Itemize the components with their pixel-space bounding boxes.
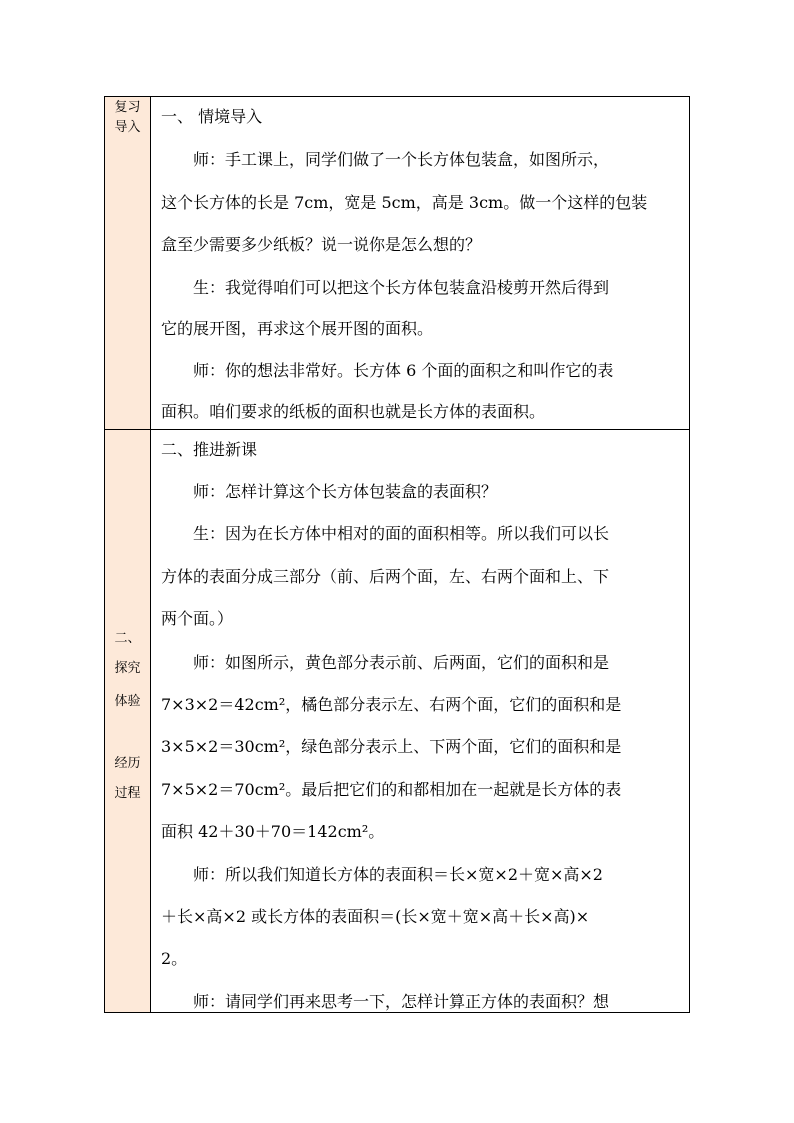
paragraph-line: 师：请同学们再来思考一下，怎样计算正方体的表面积？想 — [193, 992, 610, 1011]
paragraph-line: 方体的表面分成三部分（前、后两个面，左、右两个面和上、下 — [161, 567, 610, 586]
lesson-table — [104, 96, 690, 1013]
paragraph-line: 3×5×2＝30cm²，绿色部分表示上、下两个面，它们的面积和是 — [161, 737, 622, 756]
row-label-line: 复习 — [114, 100, 141, 115]
row-content-explore — [151, 430, 689, 1012]
paragraph-line: ＋长×高×2 或长方体的表面积＝(长×宽＋宽×高＋长×高)× — [161, 907, 590, 926]
paragraph-line: 面积。咱们要求的纸板的面积也就是长方体的表面积。 — [161, 402, 546, 421]
paragraph-line: 师：所以我们知道长方体的表面积＝长×宽×2＋宽×高×2 — [193, 865, 603, 884]
row-label-review — [105, 97, 151, 429]
section-heading: 一、 情境导入 — [161, 107, 263, 126]
paragraph-line: 盒至少需要多少纸板？说一说你是怎么想的？ — [161, 235, 482, 254]
row-label-line: 导入 — [114, 120, 141, 135]
paragraph-line: 生：因为在长方体中相对的面的面积相等。所以我们可以长 — [193, 524, 610, 543]
table-row-review — [105, 97, 689, 430]
paragraph-line: 7×3×2＝42cm²，橘色部分表示左、右两个面，它们的面积和是 — [161, 695, 622, 714]
row-label-explore — [105, 430, 151, 1012]
paragraph-line: 这个长方体的长是 7cm，宽是 5cm，高是 3cm。做一个这样的包装 — [161, 193, 648, 212]
row-label-line: 二、 — [114, 631, 141, 646]
paragraph-line: 生：我觉得咱们可以把这个长方体包装盒沿棱剪开然后得到 — [193, 278, 610, 297]
paragraph-line: 师：手工课上，同学们做了一个长方体包装盒，如图所示， — [193, 150, 610, 169]
paragraph-line: 师：如图所示，黄色部分表示前、后两面，它们的面积和是 — [193, 653, 610, 672]
paragraph-line: 它的展开图，再求这个展开图的面积。 — [161, 319, 434, 338]
row-label-line: 过程 — [114, 786, 141, 801]
paragraph-line: 7×5×2＝70cm²。最后把它们的和都相加在一起就是长方体的表 — [161, 780, 622, 799]
paragraph-line: 师：怎样计算这个长方体包装盒的表面积？ — [193, 482, 498, 501]
paragraph-line: 面积 42＋30＋70＝142cm²。 — [161, 822, 385, 841]
paragraph-line: 2。 — [161, 949, 188, 968]
table-row-explore — [105, 430, 689, 1012]
section-heading: 二、推进新课 — [161, 440, 258, 459]
paragraph-line: 两个面。） — [161, 609, 234, 628]
row-label-line: 探究 — [114, 661, 141, 676]
paragraph-line: 师：你的想法非常好。长方体 6 个面的面积之和叫作它的表 — [193, 361, 614, 380]
row-label-line: 体验 — [114, 694, 141, 709]
row-content-review — [151, 97, 689, 429]
row-label-line: 经历 — [114, 756, 141, 771]
